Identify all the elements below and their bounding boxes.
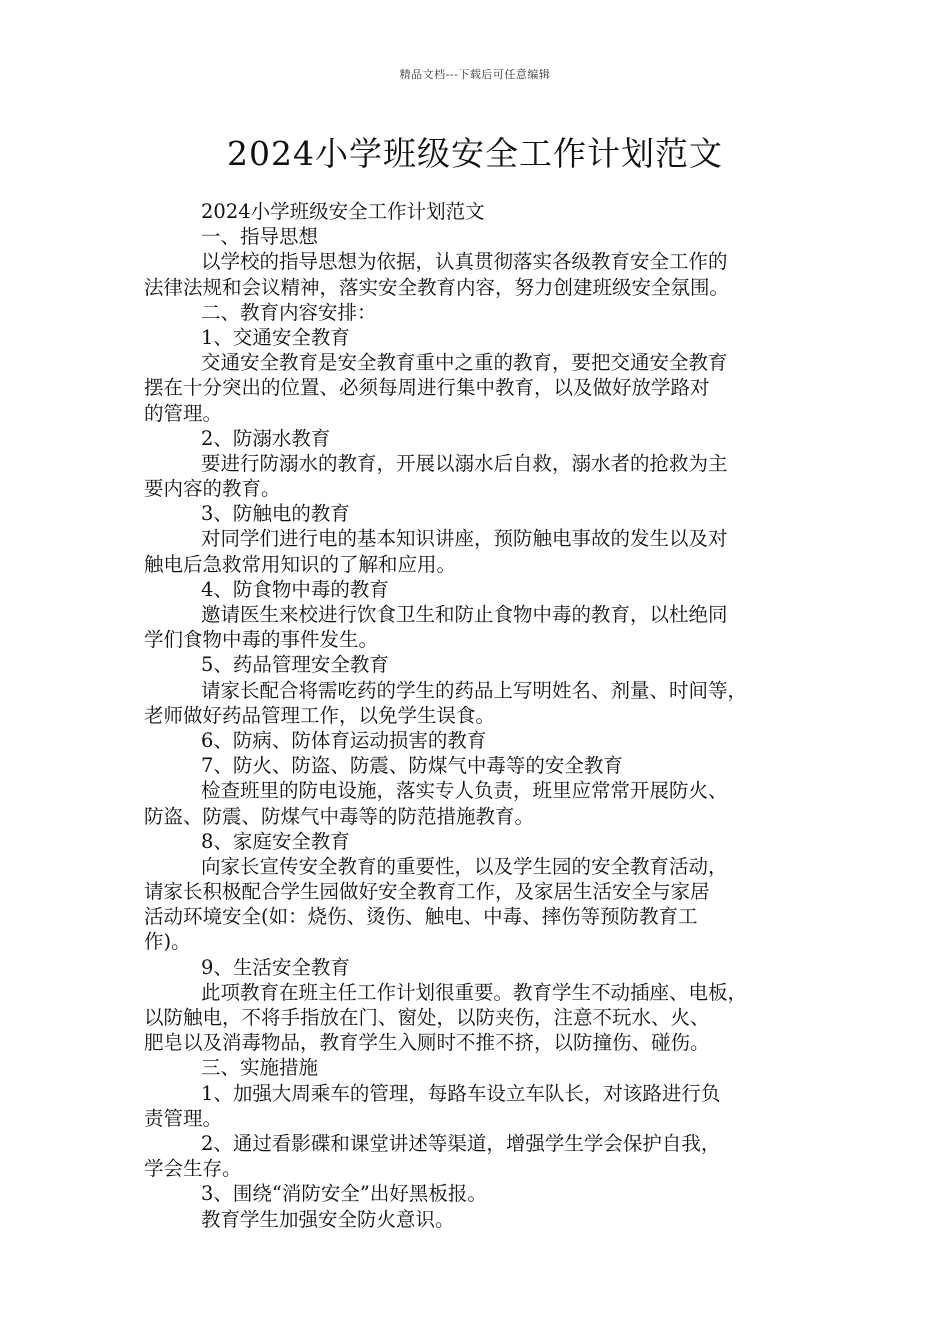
text-line: 7、防火、防盗、防震、防煤气中毒等的安全教育 xyxy=(201,754,623,778)
text-line: 责管理。 xyxy=(144,1106,223,1130)
text-line: 防盗、防震、防煤气中毒等的防范措施教育。 xyxy=(144,804,535,828)
text-line: 5、药品管理安全教育 xyxy=(201,653,389,677)
text-line: 法律法规和会议精神，落实安全教育内容，努力创建班级安全氛围。 xyxy=(144,275,730,299)
text-line: 6、防病、防体育运动损害的教育 xyxy=(201,728,487,752)
text-line: 以学校的指导思想为依据，认真贯彻落实各级教育安全工作的 xyxy=(201,250,728,274)
text-line: 2、防溺水教育 xyxy=(201,426,331,450)
text-line: 三、实施措施 xyxy=(201,1056,319,1080)
text-line: 8、家庭安全教育 xyxy=(201,829,350,853)
text-line: 向家长宣传安全教育的重要性，以及学生园的安全教育活动， xyxy=(201,854,728,878)
text-line: 9、生活安全教育 xyxy=(201,955,350,979)
text-line: 学会生存。 xyxy=(144,1157,242,1181)
text-line: 交通安全教育是安全教育重中之重的教育，要把交通安全教育 xyxy=(201,351,728,375)
document-body xyxy=(144,199,824,1232)
text-line: 的管理。 xyxy=(144,401,223,425)
text-line: 要内容的教育。 xyxy=(144,477,281,501)
text-line: 老师做好药品管理工作，以免学生误食。 xyxy=(144,703,496,727)
text-line: 请家长积极配合学生园做好安全教育工作，及家居生活安全与家居 xyxy=(144,880,710,904)
text-line: 摆在十分突出的位置、必须每周进行集中教育，以及做好放学路对 xyxy=(144,376,710,400)
text-line: 二、教育内容安排： xyxy=(201,300,377,324)
text-line: 邀请医生来校进行饮食卫生和防止食物中毒的教育，以杜绝同 xyxy=(201,603,728,626)
text-line: 2024小学班级安全工作计划范文 xyxy=(201,200,485,223)
text-line: 检查班里的防电设施，落实专人负责，班里应常常开展防火、 xyxy=(201,779,728,803)
text-line: 肥皂以及消毒物品，教育学生入厕时不推不挤，以防撞伤、碰伤。 xyxy=(144,1031,710,1055)
text-line: 1、交通安全教育 xyxy=(201,325,350,349)
text-line: 作)。 xyxy=(144,930,191,954)
text-line: 请家长配合将需吃药的学生的药品上写明姓名、剂量、时间等， xyxy=(201,678,748,702)
text-line: 以防触电，不将手指放在门、窗处，以防夹伤，注意不玩水、火、 xyxy=(144,1006,710,1029)
text-line: 对同学们进行电的基本知识讲座，预防触电事故的发生以及对 xyxy=(201,527,728,551)
text-line: 要进行防溺水的教育，开展以溺水后自救，溺水者的抢救为主 xyxy=(201,451,728,475)
page-header: 精品文档---下载后可任意编辑 xyxy=(399,68,551,81)
text-line: 3、围绕“消防安全”出好黑板报。 xyxy=(201,1182,487,1206)
text-line: 此项教育在班主任工作计划很重要。教育学生不动插座、电板， xyxy=(201,980,748,1004)
text-line: 教育学生加强安全防火意识。 xyxy=(201,1207,455,1231)
text-line: 一、指导思想 xyxy=(201,225,319,249)
text-line: 2、通过看影碟和课堂讲述等渠道，增强学生学会保护自我， xyxy=(201,1131,721,1155)
text-line: 4、防食物中毒的教育 xyxy=(201,577,389,601)
text-line: 3、防触电的教育 xyxy=(201,502,350,526)
document-title: 2024小学班级安全工作计划范文 xyxy=(227,134,723,173)
text-line: 1、加强大周乘车的管理，每路车设立车队长，对该路进行负 xyxy=(201,1081,721,1105)
text-line: 触电后急救常用知识的了解和应用。 xyxy=(144,552,457,576)
text-line: 活动环境安全(如：烧伤、烫伤、触电、中毒、摔伤等预防教育工 xyxy=(144,905,698,929)
text-line: 学们食物中毒的事件发生。 xyxy=(144,628,379,652)
